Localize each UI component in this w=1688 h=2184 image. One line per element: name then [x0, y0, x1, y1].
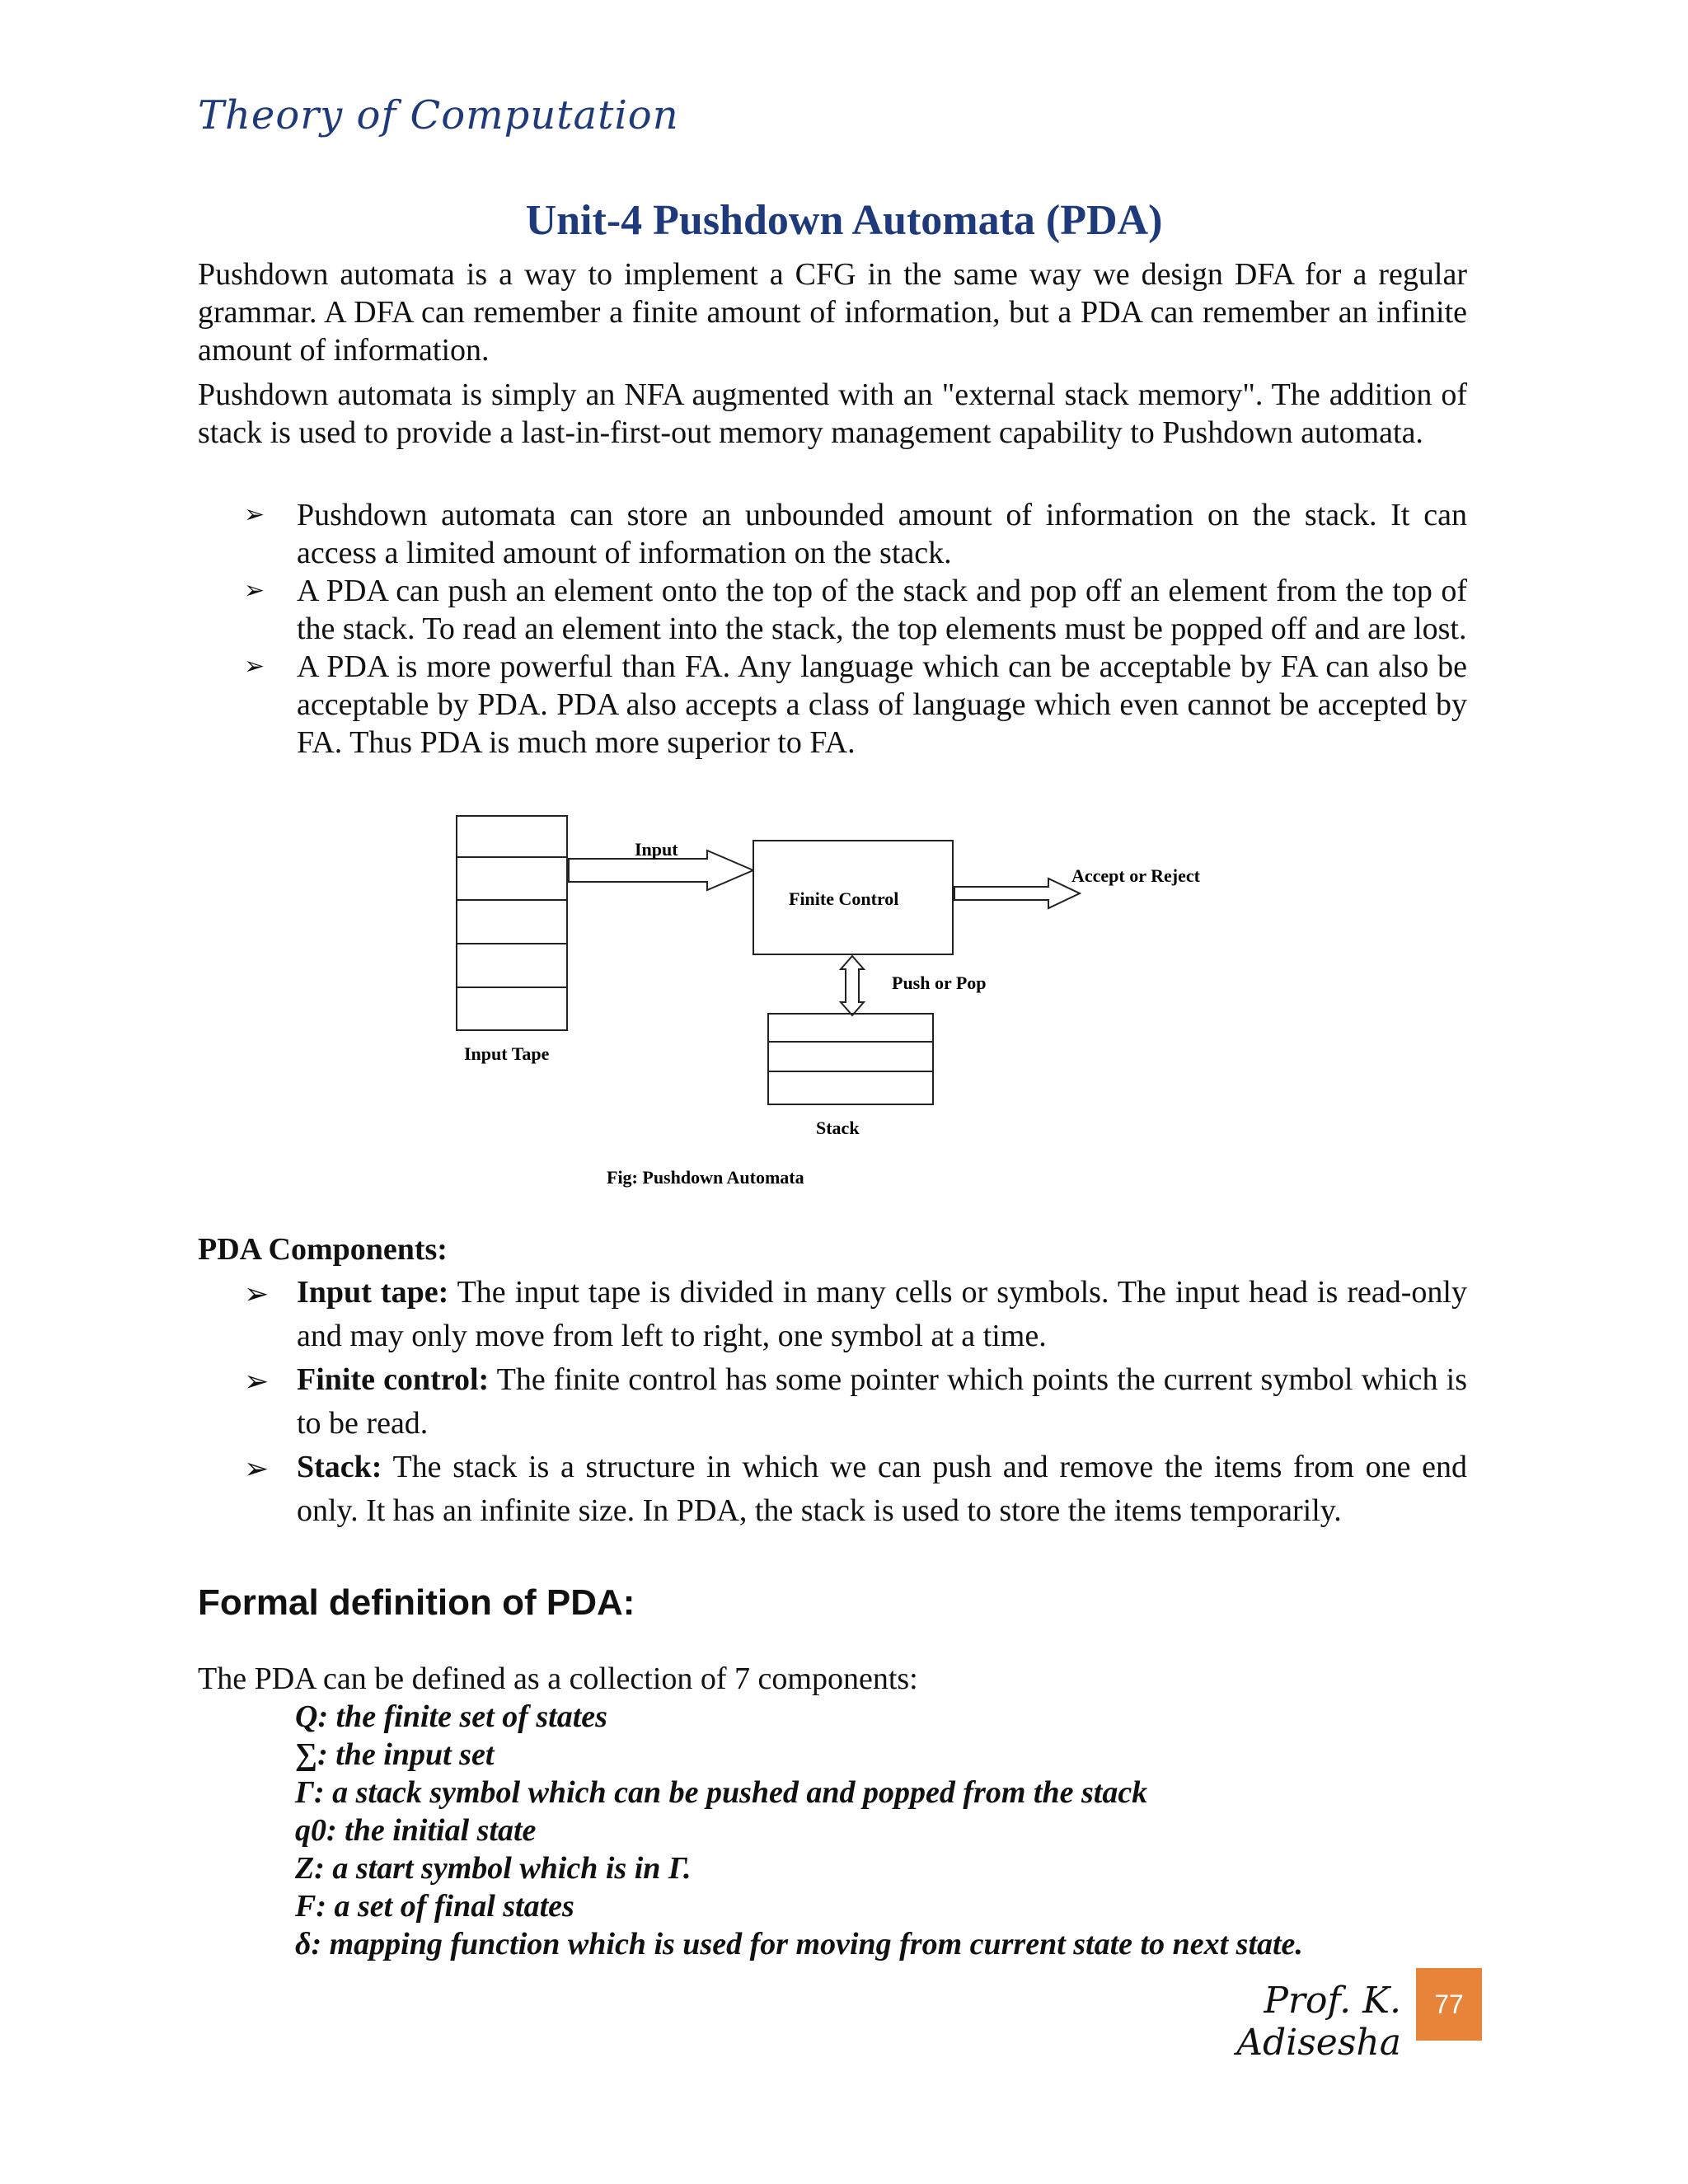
arrow-bullet-icon: ➢ — [244, 1452, 270, 1485]
arrow-bullet-icon: ➢ — [244, 501, 265, 528]
list-item: Γ: a stack symbol which can be pushed and popped from the stack — [295, 1775, 1148, 1810]
accept-reject-label: Accept or Reject — [1071, 865, 1200, 886]
page-title: Unit-4 Pushdown Automata (PDA) — [525, 197, 1163, 244]
list-item: F: a set of final states — [295, 1889, 574, 1924]
list-item: ➢ A PDA can push an element onto the top of the stack and pop off an element from the top of the stack. To read an element into the stack, the top elements must be popped off and are lost. — [244, 574, 1467, 646]
list-item: ➢ Finite control: The finite control has some pointer which points the current symbol which is to be read. — [198, 1358, 1467, 1446]
formal-intro: The PDA can be defined as a collection of 7 components: — [198, 1661, 918, 1696]
output-arrow — [954, 879, 1080, 908]
intro-paragraph-2: Pushdown automata is simply an NFA augmented with an "external stack memory". The addition of stack is used to provide a last-in-first-out memory management capability to Pushdown automata. — [198, 377, 1467, 450]
arrow-bullet-icon: ➢ — [244, 1277, 270, 1310]
list-item: ➢ A PDA is more powerful than FA. Any language which can be acceptable by FA can also be acceptable by PDA. PDA also accepts a class of language which even cannot be accepted by FA. Thus PDA is much more superior to FA. — [244, 649, 1467, 760]
list-item: Q: the finite set of states — [295, 1699, 607, 1734]
components-heading: PDA Components: — [198, 1232, 448, 1267]
pda-diagram — [0, 808, 1688, 1236]
push-pop-label: Push or Pop — [892, 972, 987, 993]
components-list — [198, 1271, 1467, 1533]
input-label: Input — [635, 839, 678, 860]
arrow-bullet-icon: ➢ — [244, 577, 265, 604]
stack-label: Stack — [816, 1118, 860, 1138]
list-item: ∑: the input set — [295, 1737, 495, 1772]
intro-paragraph-1: Pushdown automata is a way to implement a CFG in the same way we design DFA for a regular grammar. A DFA can remember a finite amount of information, but a PDA can remember an infinite amount of information. — [198, 257, 1467, 368]
list-item: δ: mapping function which is used for moving from current state to next state. — [295, 1927, 1303, 1961]
pda-points-list — [198, 496, 1467, 762]
list-item: Z: a start symbol which is in Γ. — [295, 1851, 692, 1886]
list-item: ➢ Input tape: The input tape is divided in many cells or symbols. The input head is read-only and may only move from left to right, one symbol at a time. — [198, 1271, 1467, 1358]
push-pop-arrow — [841, 956, 864, 1015]
list-item: q0: the initial state — [295, 1813, 537, 1848]
header-title: Theory of Computation — [198, 92, 679, 138]
arrow-bullet-icon: ➢ — [244, 653, 265, 680]
input-tape-cells — [457, 816, 567, 1030]
stack-cells — [768, 1014, 933, 1104]
page-number-badge: 77 — [1416, 1968, 1482, 2041]
finite-control-label: Finite Control — [789, 888, 899, 909]
footer-author: Prof. K. Adisesha — [1236, 1980, 1401, 2064]
figure-caption: Fig: Pushdown Automata — [607, 1167, 804, 1188]
formal-definition-heading: Formal definition of PDA: — [198, 1582, 635, 1623]
list-item: ➢ Stack: The stack is a structure in which we can push and remove the items from one end only. It has an infinite size. In PDA, the stack is used to store the items temporarily. — [198, 1446, 1467, 1533]
list-item: ➢ Pushdown automata can store an unbounded amount of information on the stack. It can access a limited amount of information on the stack. — [244, 498, 1467, 570]
formal-definitions-list — [295, 1698, 1303, 1963]
input-tape-label: Input Tape — [464, 1043, 550, 1064]
arrow-bullet-icon: ➢ — [244, 1365, 270, 1398]
